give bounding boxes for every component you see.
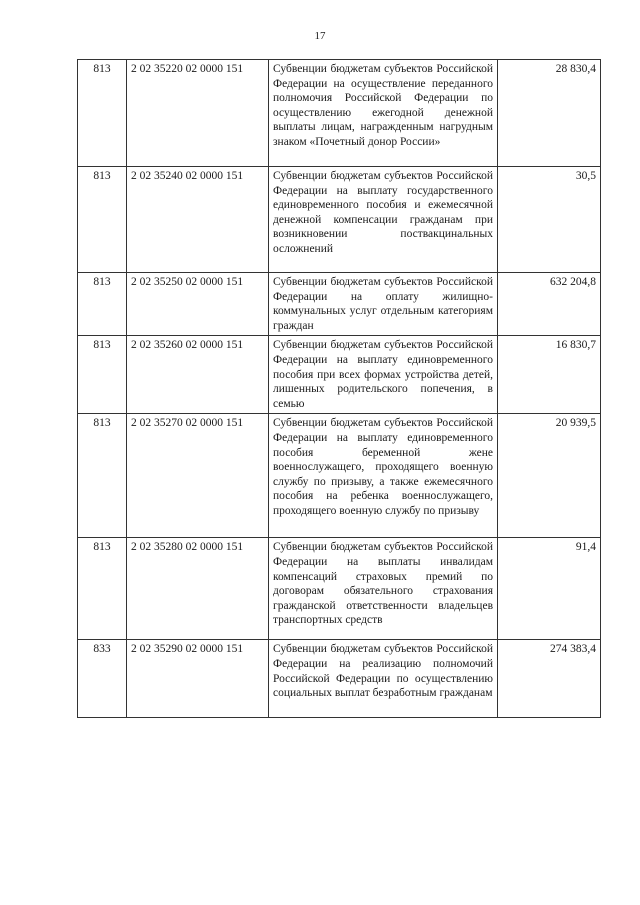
revenue-name-cell: Субвенции бюджетам субъектов Российской Федерации на выплату единовременного пособия беременной жене военнослужащего, проходящего военную службу по призыву, а также ежемесячного пособия на ребенка военнослужащего, проходящего военную службу по призыву bbox=[269, 414, 498, 538]
table-row bbox=[78, 538, 601, 640]
budget-code-cell: 2 02 35260 02 0000 151 bbox=[127, 336, 269, 414]
revenue-name-cell: Субвенции бюджетам субъектов Российской Федерации на выплату государственного единовременного пособия и ежемесячной денежной компенсации гражданам при возникновении поствакцинальных осложнений bbox=[269, 167, 498, 273]
revenue-name-cell: Субвенции бюджетам субъектов Российской Федерации на оплату жилищно-коммунальных услуг отдельным категориям граждан bbox=[269, 273, 498, 336]
budget-code-cell: 2 02 35290 02 0000 151 bbox=[127, 640, 269, 718]
admin-code-cell: 833 bbox=[78, 640, 127, 718]
revenue-name-cell: Субвенции бюджетам субъектов Российской Федерации на выплаты инвалидам компенсаций страховых премий по договорам обязательного страхования гражданской ответственности владельцев транспортных средств bbox=[269, 538, 498, 640]
amount-cell: 16 830,7 bbox=[498, 336, 601, 414]
table-row bbox=[78, 60, 601, 167]
budget-code-cell: 2 02 35250 02 0000 151 bbox=[127, 273, 269, 336]
admin-code-cell: 813 bbox=[78, 273, 127, 336]
admin-code-cell: 813 bbox=[78, 167, 127, 273]
admin-code-cell: 813 bbox=[78, 336, 127, 414]
revenue-name-cell: Субвенции бюджетам субъектов Российской Федерации на осуществление переданного полномочия Российской Федерации по осуществлению ежегодной денежной выплаты лицам, награжденным нагрудным знаком «Почетный донор России» bbox=[269, 60, 498, 167]
budget-revenue-table bbox=[77, 59, 601, 718]
admin-code-cell: 813 bbox=[78, 414, 127, 538]
amount-cell: 632 204,8 bbox=[498, 273, 601, 336]
admin-code-cell: 813 bbox=[78, 538, 127, 640]
table-row bbox=[78, 273, 601, 336]
amount-cell: 274 383,4 bbox=[498, 640, 601, 718]
revenue-name-cell: Субвенции бюджетам субъектов Российской Федерации на выплату единовременного пособия при всех формах устройства детей, лишенных родительского попечения, в семью bbox=[269, 336, 498, 414]
budget-code-cell: 2 02 35220 02 0000 151 bbox=[127, 60, 269, 167]
budget-code-cell: 2 02 35270 02 0000 151 bbox=[127, 414, 269, 538]
table-row bbox=[78, 336, 601, 414]
table-row bbox=[78, 640, 601, 718]
amount-cell: 30,5 bbox=[498, 167, 601, 273]
amount-cell: 91,4 bbox=[498, 538, 601, 640]
budget-code-cell: 2 02 35240 02 0000 151 bbox=[127, 167, 269, 273]
revenue-name-cell: Субвенции бюджетам субъектов Российской Федерации на реализацию полномочий Российской Федерации по осуществлению социальных выплат безработным гражданам bbox=[269, 640, 498, 718]
table-row bbox=[78, 414, 601, 538]
budget-code-cell: 2 02 35280 02 0000 151 bbox=[127, 538, 269, 640]
amount-cell: 20 939,5 bbox=[498, 414, 601, 538]
amount-cell: 28 830,4 bbox=[498, 60, 601, 167]
admin-code-cell: 813 bbox=[78, 60, 127, 167]
table-row bbox=[78, 167, 601, 273]
page-number: 17 bbox=[314, 30, 326, 42]
